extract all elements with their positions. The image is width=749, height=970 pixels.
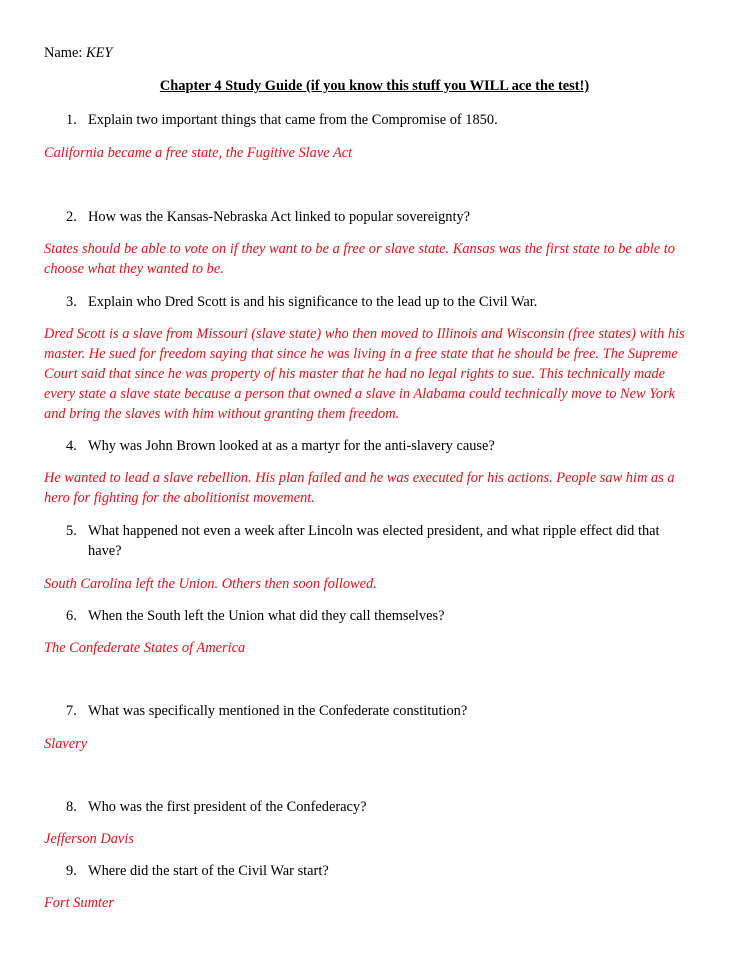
answer-7: Slavery [44, 736, 88, 752]
question-text: What was specifically mentioned in the Confederate constitution? [88, 703, 468, 719]
answer-4-line-2: hero for fighting for the abolitionist movement. [44, 490, 315, 506]
question-8 [66, 797, 367, 817]
question-text: What happened not even a week after Lincoln was elected president, and what ripple effect did that [88, 523, 660, 539]
answer-8: Jefferson Davis [44, 831, 134, 847]
question-6 [66, 606, 444, 626]
answer-2-line-2: choose what they wanted to be. [44, 261, 224, 277]
question-text: Why was John Brown looked at as a martyr for the anti-slavery cause? [88, 438, 495, 454]
answer-3-line-2: master. He sued for freedom saying that since he was living in a free state that he should be free. The Supreme [44, 346, 678, 362]
question-number: 7. [66, 703, 77, 719]
question-text: Explain two important things that came from the Compromise of 1850. [88, 112, 498, 128]
question-5-line-2: have? [88, 543, 122, 559]
answer-3-line-5: and bring the slaves with him without granting them freedom. [44, 406, 400, 422]
question-text: Who was the first president of the Confederacy? [88, 799, 367, 815]
answer-4-line-1: He wanted to lead a slave rebellion. His plan failed and he was executed for his actions. People saw him as a [44, 470, 675, 486]
question-number: 3. [66, 294, 77, 310]
question-9 [66, 861, 329, 881]
answer-2-line-1: States should be able to vote on if they want to be a free or slave state. Kansas was the first state to be able to [44, 241, 675, 257]
question-7 [66, 701, 467, 721]
answer-1: California became a free state, the Fugitive Slave Act [44, 145, 353, 161]
question-text: When the South left the Union what did they call themselves? [88, 608, 445, 624]
answer-3-line-4: every state a slave state because a person that owned a slave in Alabama could technically move to New York [44, 386, 676, 402]
name-label: Name: [44, 45, 83, 61]
question-text: How was the Kansas-Nebraska Act linked to popular sovereignty? [88, 209, 471, 225]
question-4 [66, 436, 495, 456]
question-number: 4. [66, 438, 77, 454]
question-2 [66, 207, 470, 227]
question-number: 2. [66, 209, 77, 225]
answer-6: The Confederate States of America [44, 640, 246, 656]
name-value: KEY [85, 45, 113, 61]
question-number: 6. [66, 608, 77, 624]
question-number: 1. [66, 112, 77, 128]
page-title: Chapter 4 Study Guide (if you know this stuff you WILL ace the test!) [159, 78, 590, 94]
name-line [44, 43, 112, 63]
question-3 [66, 292, 537, 312]
question-number: 9. [66, 863, 77, 879]
question-1 [66, 110, 498, 130]
question-5 [66, 521, 660, 541]
question-text: Where did the start of the Civil War start? [88, 863, 329, 879]
question-number: 8. [66, 799, 77, 815]
answer-9: Fort Sumter [44, 895, 114, 911]
answer-3-line-3: Court said that since he was property of his master that he had no legal rights to sue. This technically made [44, 366, 666, 382]
answer-3-line-1: Dred Scott is a slave from Missouri (slave state) who then moved to Illinois and Wisconsin (free states) with his [44, 326, 685, 342]
question-number: 5. [66, 523, 77, 539]
answer-5: South Carolina left the Union. Others then soon followed. [44, 576, 377, 592]
question-text: Explain who Dred Scott is and his significance to the lead up to the Civil War. [88, 294, 538, 310]
